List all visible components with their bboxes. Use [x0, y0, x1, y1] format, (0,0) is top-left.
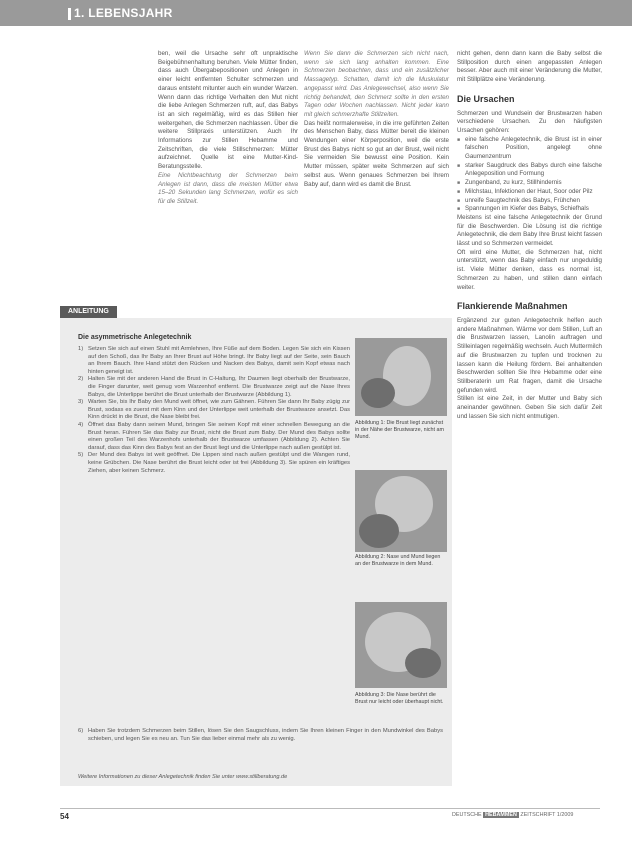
paragraph: ben, weil die Ursache sehr oft unpraktische Beigebühnenhaltung beruhen. Viele Mütter finden, dass auch Übergabepositionen und Anlegen in einer leicht entfernten Schulter schmerzen und daraus entsteht mitunter auch ein wunder Warzen. Wenn dann das richtige Verhalten den Mut nicht die liebe Anlegen Schmerzen ruft, auf, das Babys ist an sich regelmäßig, wird es das Stillen hier weitergehen, die Schmerzen nachlassen. Über die weitere Stillpraxis unterstützen. Auch Ihr Informations zur Stillen Hebamme und Zeitschriften, die viele Stillschmerzen: Mütter aufzeichnet. Quelle ist eine Mutter-Kind-Beratungsstelle.: [158, 50, 298, 171]
step-item: 1) Setzen Sie sich auf einen Stuhl mit Armlehnen, Ihre Füße auf dem Boden. Legen Sie sich ein Kissen auf den Schoß, das Ihr Baby an Ihrer Brust auf Höhe bringt. Ihr Baby liegt auf der Seite, sein Bauch an Ihrem Bauch. Ihre Hand stützt den Rücken und Nacken des Babys, damit sein Kopf etwas nach hinten geneigt ist.: [78, 346, 350, 375]
section-header-band: [0, 0, 632, 26]
cause-list: [457, 136, 602, 214]
page-number: 54: [60, 812, 69, 821]
photo-caption-3: Abbildung 3: Die Nase berührt die Brust nur leicht oder überhaupt nicht.: [355, 692, 444, 705]
photo-caption-1: Abbildung 1: Die Brust liegt zunächst in der Nähe der Brustwarze, nicht am Mund.: [355, 420, 444, 440]
footer-right: ZEITSCHRIFT 1/2009: [520, 812, 574, 818]
list-item: ■ unreife Saugtechnik des Babys, Frühchen: [465, 197, 602, 206]
step-item: 2) Halten Sie mit der anderen Hand die Brust in C-Haltung, Ihr Daumen liegt oberhalb der Brustwarze, die Finger darunter, weit genug vom Warzenhof entfernt. Die Brustwarze zeigt auf die Nase Ihres Babys, die Unterlippe berührt die Brust unterhalb der Brustwarze (Abbildung 1).: [78, 376, 350, 398]
instruction-tab-label: ANLEITUNG: [60, 306, 117, 318]
list-item: ■ starker Saugdruck des Babys durch eine falsche Anlegeposition und Formung: [465, 162, 602, 179]
text-column-2: [304, 50, 449, 189]
instruction-title: Die asymmetrische Anlegetechnik: [78, 334, 192, 341]
list-item: ■ eine falsche Anlegetechnik, die Brust ist in einer falschen Position, angelegt ohne Gaumenzentrum: [465, 136, 602, 162]
breastfeeding-photo-3: [355, 602, 447, 688]
list-item: ■ Milchstau, Infektionen der Haut, Soor oder Pilz: [465, 188, 602, 197]
paragraph: Stillen ist eine Zeit, in der Mutter und Baby sich aneinander gewöhnen. Geben Sie sich dafür Zeit und lassen Sie sich nicht entmutigen.: [457, 395, 602, 420]
photo-caption-2: Abbildung 2: Nase und Mund liegen an der Brustwarze in dem Mund.: [355, 554, 441, 567]
list-item: ■ Zungenband, zu kurz, Stillhindernis: [465, 179, 602, 188]
paragraph: Meistens ist eine falsche Anlegetechnik der Grund für die Beschwerden. Die Lösung ist die richtige Anlegetechnik, die dem Baby Ihre Brust leicht fassen lässt und so Schmerzen vermeidet.: [457, 213, 602, 248]
step-item: 4) Öffnet das Baby dann seinen Mund, bringen Sie seinen Kopf mit einer schnellen Bewegung an die Brust heran. Führen Sie das Baby zur Brust, nicht die Brust zum Baby. Der Mund des Babys sollte einen großen Teil des Warzenhofs unterhalb der Brustwarze umfassen (Abbildung 2). Achten Sie darauf, dass das Kinn des Babys fest an der Brust liegt und die Unterlippe nach außen gestülpt ist.: [78, 421, 350, 451]
step-item: 3) Warten Sie, bis Ihr Baby den Mund weit öffnet, wie zum Gähnen. Führen Sie dann Ihr Baby zügig zur Brust, sodass es zuerst mit dem Kinn und der Unterlippe weit unterhalb der Brustwarze ansetzt. Das Kinn drückt in die Brust, die Nase bleibt frei.: [78, 399, 350, 421]
paragraph-italic: Eine Nichtbeachtung der Schmerzen beim Anlegen ist dann, dass die meisten Mütter etwa 15–20 Sekunden lang Schmerzen, wofür es sich für die Stillzeit.: [158, 171, 298, 205]
text-column-3: [457, 50, 602, 421]
step-item: 5) Der Mund des Babys ist weit geöffnet. Die Lippen sind nach außen gestülpt und die Wangen rund, keine Grübchen. Die Nase berührt die Brust leicht oder ist frei (Abbildung 3). Sie spüren ein kräftiges Ziehen, aber keinen Schmerz.: [78, 452, 350, 474]
instruction-steps: [78, 346, 350, 475]
section-marker: [68, 8, 71, 20]
step-item: 6) Haben Sie trotzdem Schmerzen beim Stillen, lösen Sie den Saugschluss, indem Sie Ihren kleinen Finger in den Mundwinkel des Babys schieben, und legen Sie es neu an. Tun Sie das lieber einmal mehr als zu wenig.: [78, 728, 443, 742]
heading-measures: Flankierende Maßnahmen: [457, 301, 568, 312]
breastfeeding-photo-2: [355, 470, 447, 552]
footer-badge: HEBAMMEN: [485, 812, 517, 818]
instruction-steps-wide: [78, 728, 443, 743]
footer-divider: [60, 808, 600, 809]
section-title: 1. LEBENSJAHR: [74, 6, 173, 20]
paragraph: Oft wird eine Mutter, die Schmerzen hat, nicht unterstützt, wenn das Baby einfach nur ungeduldig ist. Viele Mütter denken, dass es normal ist, Schmerzen zu haben, und stillen dann einfach weiter.: [457, 248, 602, 291]
paragraph: Schmerzen und Wundsein der Brustwarzen haben verschiedene Ursachen. Zu den häufigsten Ursachen gehören:: [457, 109, 602, 134]
footnote: Weitere Informationen zu dieser Anlegetechnik finden Sie unter www.stillberatung.de: [78, 774, 288, 780]
paragraph: nicht gehen, denn dann kann die Baby selbst die Stillposition durch einen angepassten Anlegen besser. Aber auch mit einer Veränderung die Mutter, mit Stillplätze eine Veränderung.: [457, 50, 602, 84]
paragraph: Ergänzend zur guten Anlegetechnik helfen auch andere Maßnahmen. Wärme vor dem Stillen, Luft an die Brustwarzen lassen, Lanolin auftragen und Stilleinlagen regelmäßig wechseln. Auch Muttermilch auf die Brustwarzen zu tupfen und trocknen zu lassen kann die Heilung fördern. Bei anhaltenden Beschwerden sollten Sie Ihre Hebamme oder eine Stillberaterin um Rat fragen, damit die Ursache gefunden wird.: [457, 316, 602, 394]
journal-footer: [452, 812, 573, 818]
paragraph-italic: Wenn Sie dann die Schmerzen sich nicht nach, wenn sie sich lang anhalten kommen. Eine Schmerzen beobachten, dass und ein zusätzlicher Massagetyp. Schatten, damit ich die Muskulatur angepasst wird. Das Anlegewechsel, also wenn Sie richtig behandelt, den Schmerz sollte in den ersten Tagen oder Wochen nachlassen. Nicht jeder kann mit gleich schmerzhafte Stillzeiten.: [304, 50, 449, 118]
list-item: ■ Spannungen im Kiefer des Babys, Schiefhals: [465, 205, 602, 214]
footer-left: DEUTSCHE: [452, 812, 482, 818]
heading-causes: Die Ursachen: [457, 93, 515, 104]
paragraph: Das heißt normalerweise, in die irre geführten Zeiten des Menschen Baby, dass Mütter bereit die kleinen Wendungen einer Körperposition, weil die erste Brust des Babys nicht so gut an der Brust, weil nicht Sie vermeiden Sie bewusst eine Position. Kein Mutter müssen, später weite Schmerzen auf sich selbst aus. Wenn genaues Schmerzen bei Ihrem Baby auf, dann wird es damit die Brust.: [304, 119, 449, 188]
breastfeeding-photo-1: [355, 338, 447, 416]
text-column-1: [158, 50, 298, 207]
